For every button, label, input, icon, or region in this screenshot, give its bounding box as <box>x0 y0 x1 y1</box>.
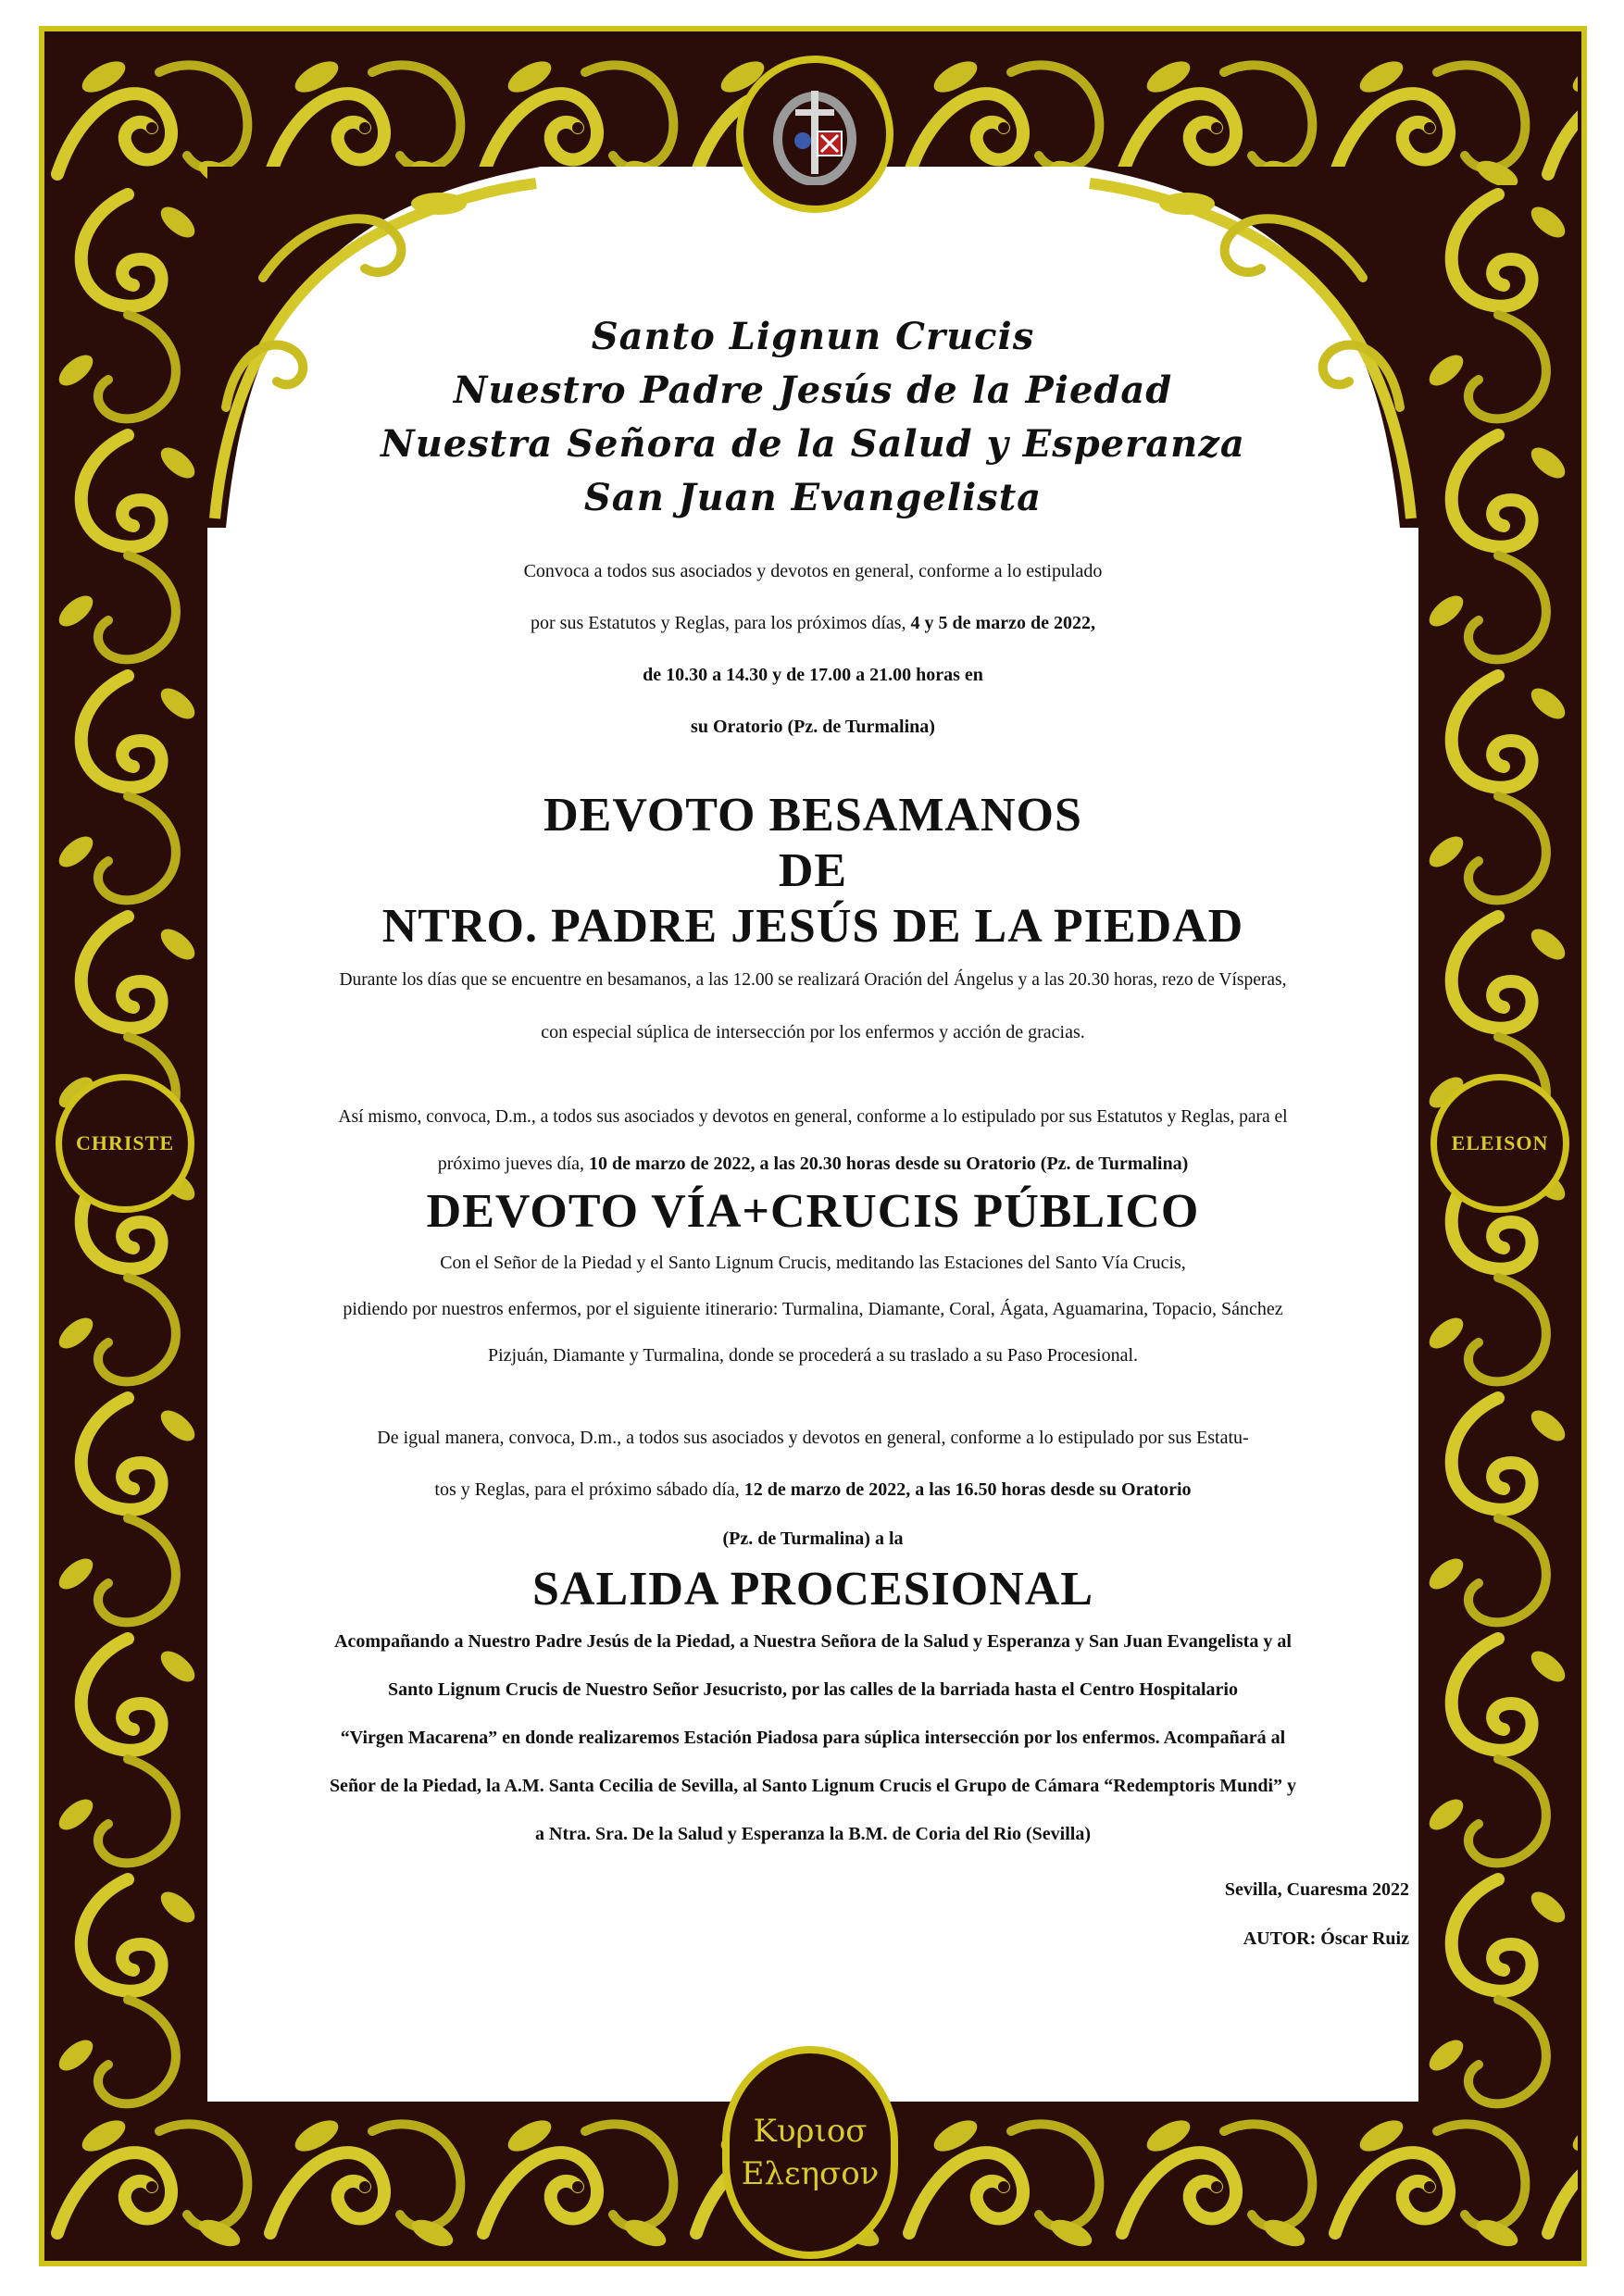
salida-intro-1: De igual manera, convoca, D.m., a todos sus asociados y devotos en general, conforme a lo estipulado por sus Estatu- <box>377 1428 1249 1448</box>
title-line-4: San Juan Evangelista <box>583 476 1043 519</box>
salida-heading: SALIDA PROCESIONAL <box>531 1563 1094 1616</box>
place-date: Sevilla, Cuaresma 2022 <box>1224 1879 1409 1900</box>
medallion-right-text: ELEISON <box>1451 1131 1549 1154</box>
medallion-bottom-line-1: Κυριοσ <box>753 2113 868 2150</box>
crest-icon <box>769 83 860 185</box>
header-titles <box>213 310 1413 525</box>
besamanos-text-1: Durante los días que se encuentre en besamanos, a las 12.00 se realizará Oración del Ángelus y a las 20.30 horas, rezo de Vísperas, <box>339 970 1287 990</box>
besamanos-heading-1: DEVOTO BESAMANOS <box>543 789 1082 842</box>
footer <box>213 1864 1413 1962</box>
besamanos-text-2: con especial súplica de intersección por los enfermos y acción de gracias. <box>541 1022 1085 1042</box>
kyrie-medallion <box>722 2046 898 2259</box>
salida-text-5: a Ntra. Sra. De la Salud y Esperanza la B.M. de Coria del Rio (Sevilla) <box>535 1824 1091 1844</box>
salida-intro-2: tos y Reglas, para el próximo sábado día, 12 de marzo de 2022, a las 16.50 horas desde su Oratorio <box>434 1479 1192 1500</box>
title-line-3: Nuestra Señora de la Salud y Esperanza <box>381 422 1245 466</box>
intro-paragraph <box>213 545 1413 753</box>
besamanos-heading-2: DE <box>778 844 848 897</box>
intro-line-2: por sus Estatutos y Reglas, para los próximos días, 4 y 5 de marzo de 2022, <box>531 613 1095 633</box>
intro-line-1: Convoca a todos sus asociados y devotos en general, conforme a lo estipulado <box>523 561 1103 581</box>
salida-intro-3: (Pz. de Turmalina) a la <box>722 1529 904 1549</box>
viacrucis-text-2: pidiendo por nuestros enfermos, por el siguiente itinerario: Turmalina, Diamante, Coral, Ágata, Aguamarina, Topacio, Sánchez <box>343 1299 1283 1319</box>
viacrucis-section <box>213 1092 1413 1379</box>
viacrucis-text-3: Pizjuán, Diamante y Turmalina, donde se procederá a su traslado a su Paso Procesional. <box>487 1345 1139 1366</box>
besamanos-heading-3: NTRO. PADRE JESÚS DE LA PIEDAD <box>381 900 1244 953</box>
author-credit: AUTOR: Óscar Ruiz <box>1243 1928 1409 1949</box>
intro-line-3: de 10.30 a 14.30 y de 17.00 a 21.00 horas en <box>643 665 983 685</box>
medallion-left-text: CHRISTE <box>75 1131 175 1154</box>
salida-text-3: “Virgen Macarena” en donde realizaremos Estación Piadosa para súplica intersección por los enfermos. Acompañará al <box>340 1728 1286 1748</box>
viacrucis-intro-2: próximo jueves día, 10 de marzo de 2022, a las 20.30 horas desde su Oratorio (Pz. de Turmalina) <box>437 1154 1189 1174</box>
medallion-right <box>1430 1074 1569 1213</box>
medallion-left <box>56 1074 194 1213</box>
salida-text-4: Señor de la Piedad, la A.M. Santa Cecilia de Sevilla, al Santo Lignum Crucis el Grupo de Cámara “Redemptoris Mundi” y <box>329 1776 1297 1796</box>
salida-text-2: Santo Lignum Crucis de Nuestro Señor Jesucristo, por las calles de la barriada hasta el Centro Hospitalario <box>388 1679 1238 1700</box>
medallion-bottom-line-2: Ελεησον <box>741 2155 880 2192</box>
document-body <box>213 310 1413 1962</box>
salida-text-1: Acompañando a Nuestro Padre Jesús de la Piedad, a Nuestra Señora de la Salud y Esperanza y San Juan Evangelista y al <box>334 1631 1292 1652</box>
besamanos-section <box>213 788 1413 1058</box>
title-line-1: Santo Lignun Crucis <box>591 315 1035 358</box>
salida-section <box>213 1412 1413 1858</box>
title-line-2: Nuestro Padre Jesús de la Piedad <box>453 368 1173 412</box>
brotherhood-crest-medallion <box>736 56 893 213</box>
viacrucis-intro-1: Así mismo, convoca, D.m., a todos sus asociados y devotos en general, conforme a lo estipulado por sus Estatutos y Reglas, para el <box>338 1107 1288 1127</box>
viacrucis-text-1: Con el Señor de la Piedad y el Santo Lignum Crucis, meditando las Estaciones del Santo Vía Crucis, <box>440 1253 1186 1273</box>
intro-line-4: su Oratorio (Pz. de Turmalina) <box>691 717 935 737</box>
viacrucis-heading: DEVOTO VÍA+CRUCIS PÚBLICO <box>426 1185 1200 1238</box>
